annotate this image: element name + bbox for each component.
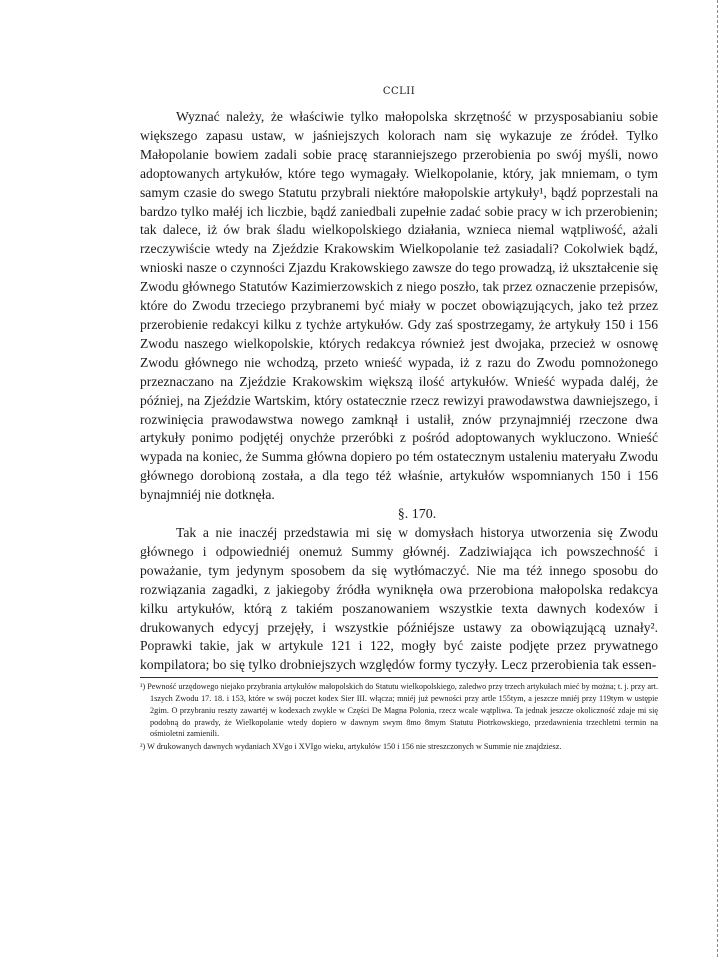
footnote-2: ²) W drukowanych dawnych wydaniach XVgo i XVIgo wieku, artykułów 150 i 156 nie streszczonych w Summie nie znajdziesz. bbox=[140, 742, 562, 752]
section-heading: §. 170. bbox=[397, 507, 437, 523]
document-page bbox=[140, 86, 658, 753]
page-edge-line bbox=[716, 0, 718, 957]
footnote-divider bbox=[140, 677, 658, 678]
paragraph-1: Wyznać należy, że właściwie tylko małopolska skrzętność w przysposabianiu sobie większego zapasu ustaw, w jaśniejszych kolorach nam się wykazuje ze źródeł. Tylko Małopolanie bowiem zadali sobie pracę staranniejszego przerobienia po swój myśli, nowo adoptowanych artykułów, które tego wymagały. Wielkopolanie, który, jak mniemam, o tym samym czasie do swego Statutu przybrali niektóre małopolskie artykuły¹, bądź poprzestali na bardzo tylko małéj ich liczbie, bądź zaniedbali zupełnie zadać sobie pracy w ich przerobienin; tak dalece, iż ów brak śladu wielkopolskiego działania, wznieca niemal wątpliwość, ażali rzeczywiście wtedy na Zjeździe Krakowskim Wielkopolanie też zasiadali? Cokolwiek bądź, wnioski nasze o czynności Zjazdu Krakowskiego zawsze do tego prowadzą, iż ukształcenie się Zwodu głównego Statutów Kazimierzowskich z niego poszło, tak przez oznaczenie przepisów, które do Zwodu trzeciego przybranemi być miały w poczet obowiązujących, jako też przez przerobienie redakcyi kilku z tychże artykułów. Gdy zaś spostrzegamy, że artykuły 150 i 156 Zwodu naszego wielkopolskie, których redakcya również jest dwojaka, przecież w osnowę Zwodu głównego nie wchodzą, przeto wnieść wypada, iż z razu do Zwodu pomnożonego przeznaczano na Zjeździe Krakowskim większą ilość artykułów. Wnieść wypada daléj, że później, na Zjeździe Wartskim, który ostatecznie rzecz rewizyi prawodawstwa dawniejszego, i rozwinięcia prawodawstwa nowego zamknął i ustalił, znów przynajmniéj rzeczone dwa artykuły ponimo podjętéj onychże przeróbki z pośród adoptowanych wykluczono. Wnieść wypada na koniec, że Summa główna dopiero po tém ostatecznym ustaleniu materyału Zwodu głównego dorobioną została, a dla tego téż właśnie, artykułów wspomnianych 150 i 156 bynajmniéj nie dotknęła. bbox=[140, 109, 658, 503]
main-text bbox=[140, 108, 658, 675]
footnotes bbox=[140, 681, 658, 753]
paragraph-2: Tak a nie inaczéj przedstawia mi się w domysłach historya utworzenia się Zwodu głównego i odpowiedniéj onemuż Summy głównéj. Zadziwiająca ich powszechność i poważanie, tym jedynym sposobem da się wytłómaczyć. Nie ma téż innego sposobu do rozwiązania zagadki, z jakiegoby źródła wyniknęła owa przerobiona małopolska redakcya kilku artykułów, którą z takiém poszanowaniem wszystkie texta dawnych kodexów i drukowanych edycyj przejęły, i wszystkie późniéjsze ustawy za obowiązującą uznały². Poprawki takie, jak w artykule 121 i 122, mogły być zaiste podjęte przez prywatnego kompilatora; bo się tylko drobniejszych względów formy tyczyły. Lecz przerobienia tak essen- bbox=[140, 525, 658, 673]
page-number-header: CCLII bbox=[382, 86, 416, 97]
footnote-1: ¹) Pewność urzędowego niejako przybrania artykułów małopolskich do Statutu wielkopolskiego, zaledwo przy trzech artykułach mieć by można; t. j. przy art. 1szych Zwodu 17. 18. i 153, które w swój poczet kodex Sier III. włącza; mniéj już pewności przy artle 155tym, a jeszcze mniéj przy 119tym w ustępie 2gim. O przybraniu reszty zawartéj w kodexach zwykle w Części De Magna Polonia, rzecz wcale wątpliwa. Ta jednak jeszcze okoliczność zdaje mi się podobną do prawdy, że Wielkopolanie wtedy dopiero w dawnym swym 8mo 8mym Statutu Piotrkowskiego, przedawnienia trzechletni termin na ośmioletni zamienili. bbox=[140, 682, 658, 739]
